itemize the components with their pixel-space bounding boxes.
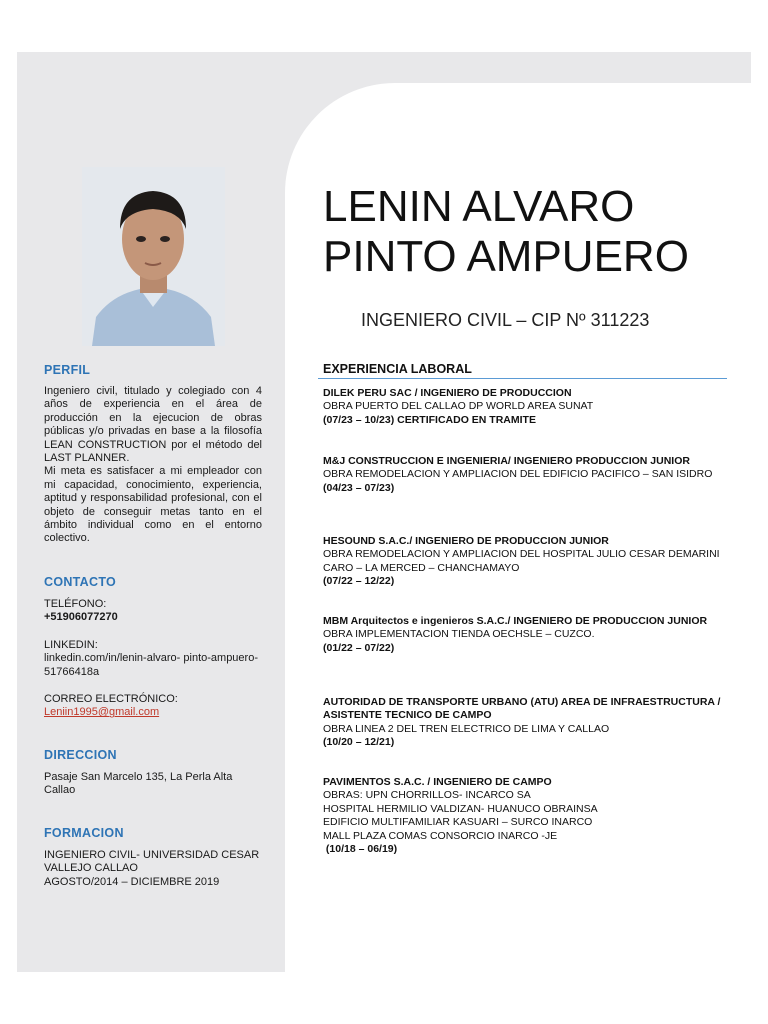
job-entry bbox=[323, 387, 733, 427]
job-description-line: MALL PLAZA COMAS CONSORCIO INARCO -JE bbox=[323, 829, 558, 842]
job-entry bbox=[323, 776, 733, 856]
job-description-line: HOSPITAL HERMILIO VALDIZAN- HUANUCO OBRAINSA bbox=[323, 802, 598, 815]
job-period: (04/23 – 07/23) bbox=[323, 481, 395, 494]
phone-value: +51906077270 bbox=[44, 611, 118, 624]
job-title: M&J CONSTRUCCION E INGENIERIA/ INGENIERO PRODUCCION JUNIOR bbox=[323, 455, 690, 467]
job-period: (07/22 – 12/22) bbox=[323, 575, 395, 588]
linkedin-label: LINKEDIN: bbox=[44, 638, 98, 651]
job-title: HESOUND S.A.C./ INGENIERO DE PRODUCCION JUNIOR bbox=[323, 535, 609, 547]
name-line-2: PINTO AMPUERO bbox=[323, 232, 689, 281]
job-description-line: OBRAS: UPN CHORRILLOS- INCARCO SA bbox=[323, 789, 531, 802]
formacion-section bbox=[44, 849, 262, 889]
job-period: (01/22 – 07/22) bbox=[323, 641, 395, 654]
direccion-heading: DIRECCION bbox=[44, 748, 117, 762]
contacto-section bbox=[44, 598, 262, 720]
job-period: (10/18 – 06/19) bbox=[323, 843, 398, 856]
job-description: OBRA PUERTO DEL CALLAO DP WORLD AREA SUNAT bbox=[323, 400, 594, 413]
formacion-degree: INGENIERO CIVIL- UNIVERSIDAD CESAR VALLEJO CALLAO bbox=[44, 849, 260, 875]
job-entry bbox=[323, 696, 733, 750]
job-title: DILEK PERU SAC / INGENIERO DE PRODUCCION bbox=[323, 387, 572, 399]
perfil-paragraph-2: Mi meta es satisfacer a mi empleador con mi capacidad, conocimiento, experiencia, aptitud y responsabilidad profesional, con el objeto de conseguir metas tanto en el ámbito individual como en el entorno colectivo. bbox=[44, 465, 262, 545]
phone-label: TELÉFONO: bbox=[44, 598, 107, 610]
experience-heading: EXPERIENCIA LABORAL bbox=[323, 362, 472, 376]
page-bottom-margin bbox=[0, 972, 768, 1024]
job-title: MBM Arquitectos e ingenieros S.A.C./ INGENIERO DE PRODUCCION JUNIOR bbox=[323, 615, 708, 627]
job-description: OBRA REMODELACION Y AMPLIACION DEL HOSPITAL JULIO CESAR DEMARINI CARO – LA MERCED – CHANCHAMAYO bbox=[323, 548, 720, 574]
formacion-dates: AGOSTO/2014 – DICIEMBRE 2019 bbox=[44, 875, 220, 888]
perfil-section bbox=[44, 385, 262, 546]
job-period: (10/20 – 12/21) bbox=[323, 736, 395, 749]
email-label: CORREO ELECTRÓNICO: bbox=[44, 693, 178, 706]
job-description-line: EDIFICIO MULTIFAMILIAR KASUARI – SURCO INARCO bbox=[323, 816, 593, 829]
name-line-1: LENIN ALVARO bbox=[323, 182, 635, 231]
job-description: OBRA IMPLEMENTACION TIENDA OECHSLE – CUZCO. bbox=[323, 628, 595, 641]
job-description: OBRA REMODELACION Y AMPLIACION DEL EDIFICIO PACIFICO – SAN ISIDRO bbox=[323, 468, 713, 481]
perfil-heading: PERFIL bbox=[44, 363, 91, 377]
job-entry bbox=[323, 535, 733, 589]
job-entry bbox=[323, 455, 733, 495]
professional-title: INGENIERO CIVIL – CIP Nº 311223 bbox=[361, 310, 650, 330]
contacto-heading: CONTACTO bbox=[44, 575, 117, 589]
perfil-paragraph-1: Ingeniero civil, titulado y colegiado con 4 años de experiencia en el área de producción en la ejecucion de obras públicas y/o privadas en base a la filosofía LEAN CONSTRUCTION por el método del LAST PLANNER. bbox=[44, 385, 262, 465]
profile-photo bbox=[82, 167, 225, 346]
email-link[interactable]: Leniin1995@gmail.com bbox=[44, 706, 160, 719]
experience-divider bbox=[318, 378, 727, 379]
job-description: OBRA LINEA 2 DEL TREN ELECTRICO DE LIMA Y CALLAO bbox=[323, 722, 610, 735]
direccion-text: Pasaje San Marcelo 135, La Perla Alta Callao bbox=[44, 771, 233, 797]
formacion-heading: FORMACION bbox=[44, 826, 124, 840]
linkedin-value: linkedin.com/in/lenin-alvaro- pinto-ampuero-51766418a bbox=[44, 652, 258, 678]
job-title: AUTORIDAD DE TRANSPORTE URBANO (ATU) AREA DE INFRAESTRUCTURA / ASISTENTE TECNICO DE CAMPO bbox=[323, 696, 721, 722]
job-entry bbox=[323, 615, 733, 655]
full-name bbox=[323, 182, 689, 282]
job-period: (07/23 – 10/23) CERTIFICADO EN TRAMITE bbox=[323, 413, 536, 426]
job-title: PAVIMENTOS S.A.C. / INGENIERO DE CAMPO bbox=[323, 776, 552, 788]
